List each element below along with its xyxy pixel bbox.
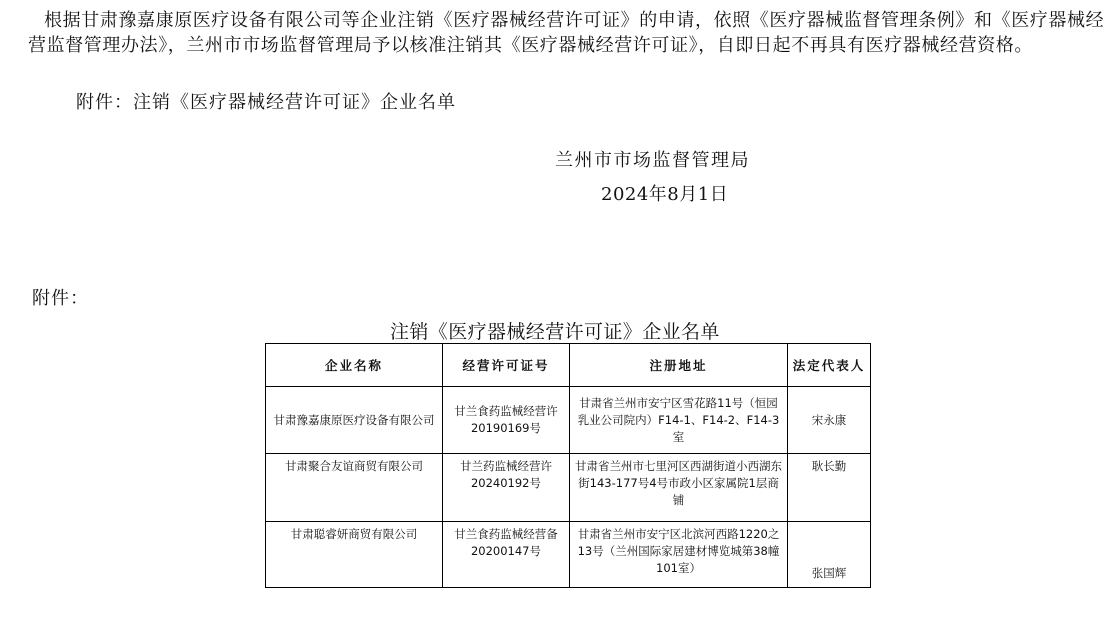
registered-address: 甘肃省兰州市安宁区北滨河西路1220之13号（兰州国际家居建材博览城第38幢101室） <box>570 522 788 588</box>
header-legal-rep: 法定代表人 <box>788 344 871 387</box>
table-row <box>266 387 871 454</box>
issuer-name: 兰州市市场监督管理局 <box>555 150 750 171</box>
legal-rep: 宋永康 <box>788 387 871 454</box>
legal-rep: 耿长勤 <box>788 454 871 522</box>
registered-address: 甘肃省兰州市七里河区西湖街道小西湖东街143-177号4号市政小区家属院1层商铺 <box>570 454 788 522</box>
notice-body: 根据甘肃豫嘉康原医疗设备有限公司等企业注销《医疗器械经营许可证》的申请，依照《医疗器械监督管理条例》和《医疗器械经营监督管理办法》，兰州市市场监督管理局予以核准注销其《医疗器械经营许可证》，自即日起不再具有医疗器械经营资格。 <box>28 10 1105 56</box>
license-number: 甘兰食药监械经营许20190169号 <box>443 387 570 454</box>
enterprise-table <box>265 343 871 588</box>
license-number: 甘兰食药监械经营备20200147号 <box>443 522 570 588</box>
issue-date: 2024年8月1日 <box>601 184 729 205</box>
table-header-row <box>266 344 871 387</box>
registered-address: 甘肃省兰州市安宁区雪花路11号（恒园乳业公司院内）F14-1、F14-2、F14-3室 <box>570 387 788 454</box>
header-license-number: 经营许可证号 <box>443 344 570 387</box>
attachment-heading: 附件： <box>32 288 89 309</box>
table-row <box>266 522 871 588</box>
license-number: 甘兰药监械经营许20240192号 <box>443 454 570 522</box>
table-title: 注销《医疗器械经营许可证》企业名单 <box>390 321 720 343</box>
enterprise-name: 甘肃聪睿妍商贸有限公司 <box>266 522 443 588</box>
legal-rep: 张国辉 <box>788 522 871 588</box>
table-row <box>266 454 871 522</box>
enterprise-name: 甘肃豫嘉康原医疗设备有限公司 <box>266 387 443 454</box>
attachment-reference: 附件：注销《医疗器械经营许可证》企业名单 <box>76 92 456 113</box>
header-enterprise-name: 企业名称 <box>266 344 443 387</box>
header-registered-address: 注册地址 <box>570 344 788 387</box>
enterprise-name: 甘肃聚合友谊商贸有限公司 <box>266 454 443 522</box>
